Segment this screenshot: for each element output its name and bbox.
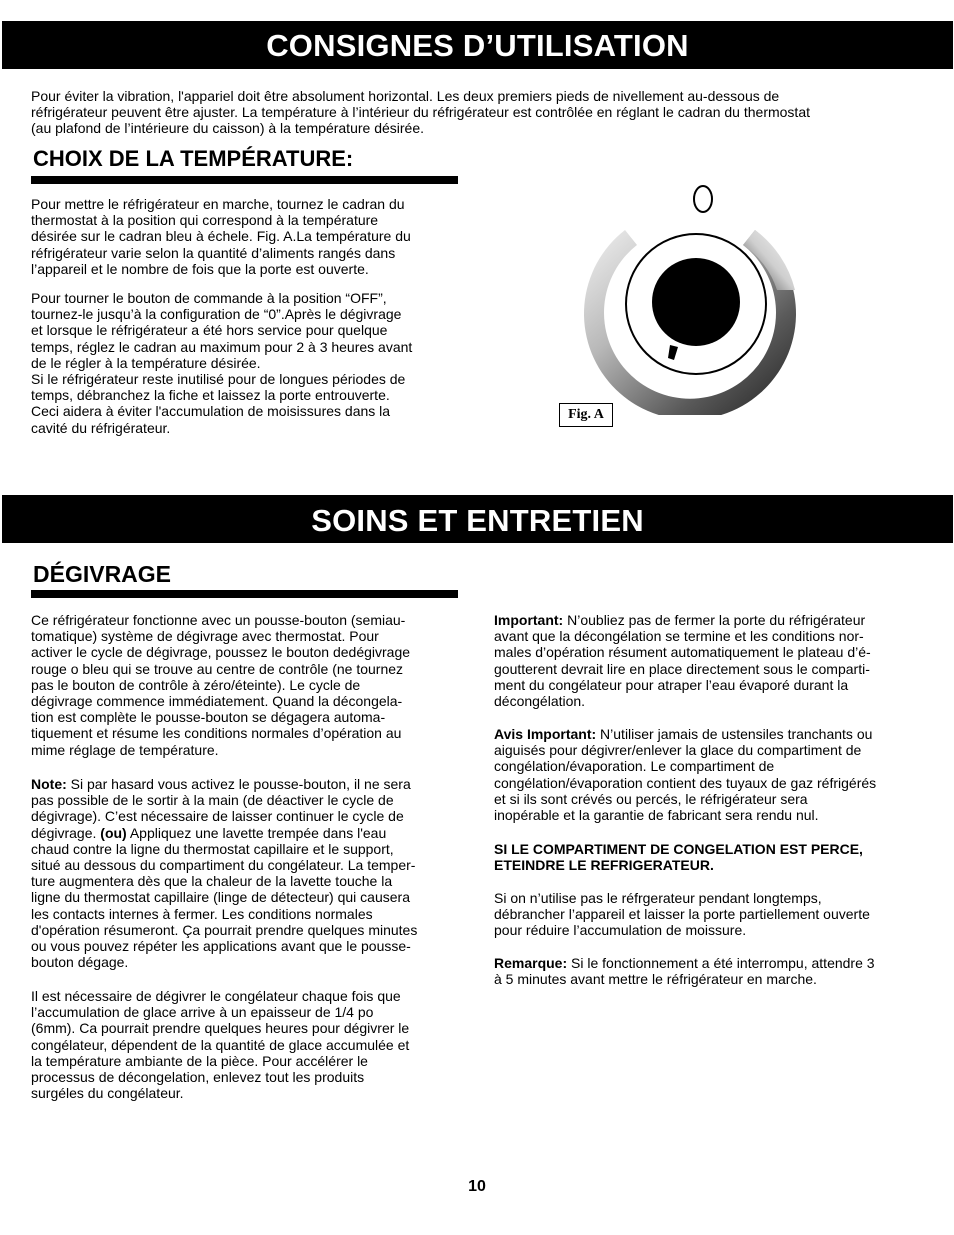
temperature-paragraph-2: Pour tourner le bouton de commande à la position “OFF”, tournez-le jusqu’à la configuration de “0”.Après le dégivrage et lorsque le réfrigérateur a été hors service pour quelque temps, réglez le cadran au maximum pour 2 à 3 heures avant de le régler à la température désirée. Si le réfrigérateur reste inutilisé pour de longues périodes de temps, débranchez la fiche et laissez la porte entrouverte. Ceci aidera à éviter l'accumulation de moisissures dans la cavité du réfrigérateur. <box>31 290 413 436</box>
defrost-frequency-paragraph: Il est nécessaire de dégivrer le congélateur chaque fois que l’accumulation de glace arrive à un epaisseur de 1/4 po (6mm). Ca pourrait prendre quelques heures pour dégivrer le congélateur, dépendent de la quantité de glace accumulée et la température ambiante de la pièce. Pour accélérer le processus de décongelation, enlevez tout les produits surgéles du congélateur. <box>31 988 410 1102</box>
remark-label: Remarque: <box>494 955 568 971</box>
temperature-paragraph-1: Pour mettre le réfrigérateur en marche, tournez le cadran du thermostat à la position qui correspond à la température désirée sur le cadran bleu à échele. Fig. A.La température du réfrigérateur varie selon la quantité d’aliments rangés dans l’appareil et le nombre de fois que la porte est ouverte. <box>31 196 411 277</box>
warning-text: SI LE COMPARTIMENT DE CONGELATION EST PERCE, ETEINDRE LE REFRIGERATEUR. <box>494 841 863 874</box>
intro-paragraph: Pour éviter la vibration, l'appariel doit être absolument horizontal. Les deux premiers pieds de nivellement au-dessous de réfrigérateur peuvent être ajuster. La température à l’intérieur du réfrigérateur est contrôlée en réglant le cadran du thermostat (au plafond de l’intérieure du caisson) à la température désirée. <box>31 88 810 137</box>
remark-text: Si le fonctionnement a été interrompu, attendre 3 à 5 minutes avant mettre le réfrigérateur en marche. <box>494 955 875 988</box>
thermostat-dial-icon <box>575 180 815 415</box>
important-label: Important: <box>494 612 564 628</box>
or-label: (ou) <box>100 824 127 841</box>
defrost-heading: DÉGIVRAGE <box>33 561 172 587</box>
heading-rule <box>31 176 458 184</box>
notice-label: Avis Important: <box>494 726 597 742</box>
note-text-continued: Appliquez une lavette trempée dans l'eau chaud contre la ligne du thermostat capillaire et le support, situé au dessous du compartiment du congélateur. La temper- ture augmentera dès que la chaleur de la lavette touche la ligne du thermostat capillaire (linge de détecteur) qui causera les contacts internes à fermer. Les conditions normales d'opération résumeront. Ça pourrait prendre quelques minutes ou vous pouvez répéter les applications avant que le pousse- bouton dégage. <box>31 824 418 971</box>
important-text: N’oubliez pas de fermer la porte du réfrigérateur avant que la décongélation se termine et les conditions nor- males d’opération résument automatiquement le plateau d’é- goutterent devrait lire en place directement sous le comparti- ment du congélateur pour atraper l’eau évaporé durant la décongélation. <box>494 612 871 710</box>
section-title-usage: CONSIGNES D’UTILISATION <box>2 21 953 69</box>
defrost-paragraph: Ce réfrigérateur fonctionne avec un pousse-bouton (semiau- tomatique) système de dégivrage avec thermostat. Pour activer le cycle de dégivrage, poussez le bouton dedégivrage rouge o bleu qui se trouve au centre de contrôle (ne tournez pas le bouton de contrôle à zéro/éteinte). Le cycle de dégivrage commence immédiatement. Quand la décongela- tion est complète le pousse-bouton se dégagera automa- tiquement et résume les conditions normales d’opération au mime réglage de température. <box>31 612 411 758</box>
section-title-care: SOINS ET ENTRETIEN <box>2 495 953 543</box>
heading-rule <box>31 590 458 598</box>
note-paragraph <box>31 776 471 970</box>
page-number: 10 <box>468 1178 486 1195</box>
note-text: Si par hasard vous activez le pousse-bouton, il ne sera pas possible de le sortir à la main (de déactiver le cycle de dégivrage). C’est nécessaire de laisser continuer le cycle de dégivrage. <box>31 776 411 841</box>
temperature-heading: CHOIX DE LA TEMPÉRATURE: <box>33 146 354 171</box>
notice-text: N’utiliser jamais de ustensiles tranchants ou aiguisés pour dégivrer/enlever la glace du compartiment de congélation/évaporation. Le compartiment de congélation/évaporation contient des tuyaux de gaz réfrigérés et si ils sont crévés ou percés, le réfrigérateur sera inopérable et la garantie de fabricant sera rendu nul. <box>494 726 877 824</box>
note-label: Note: <box>31 776 67 792</box>
storage-paragraph: Si on n’utilise pas le réfrgerateur pendant longtemps, débrancher l’appareil et laisser la porte partiellement ouverte pour réduire l’accumulation de moissure. <box>494 890 870 939</box>
figure-label: Fig. A <box>559 403 613 427</box>
important-paragraph <box>494 612 934 709</box>
remark-paragraph <box>494 955 934 987</box>
notice-paragraph <box>494 726 934 823</box>
